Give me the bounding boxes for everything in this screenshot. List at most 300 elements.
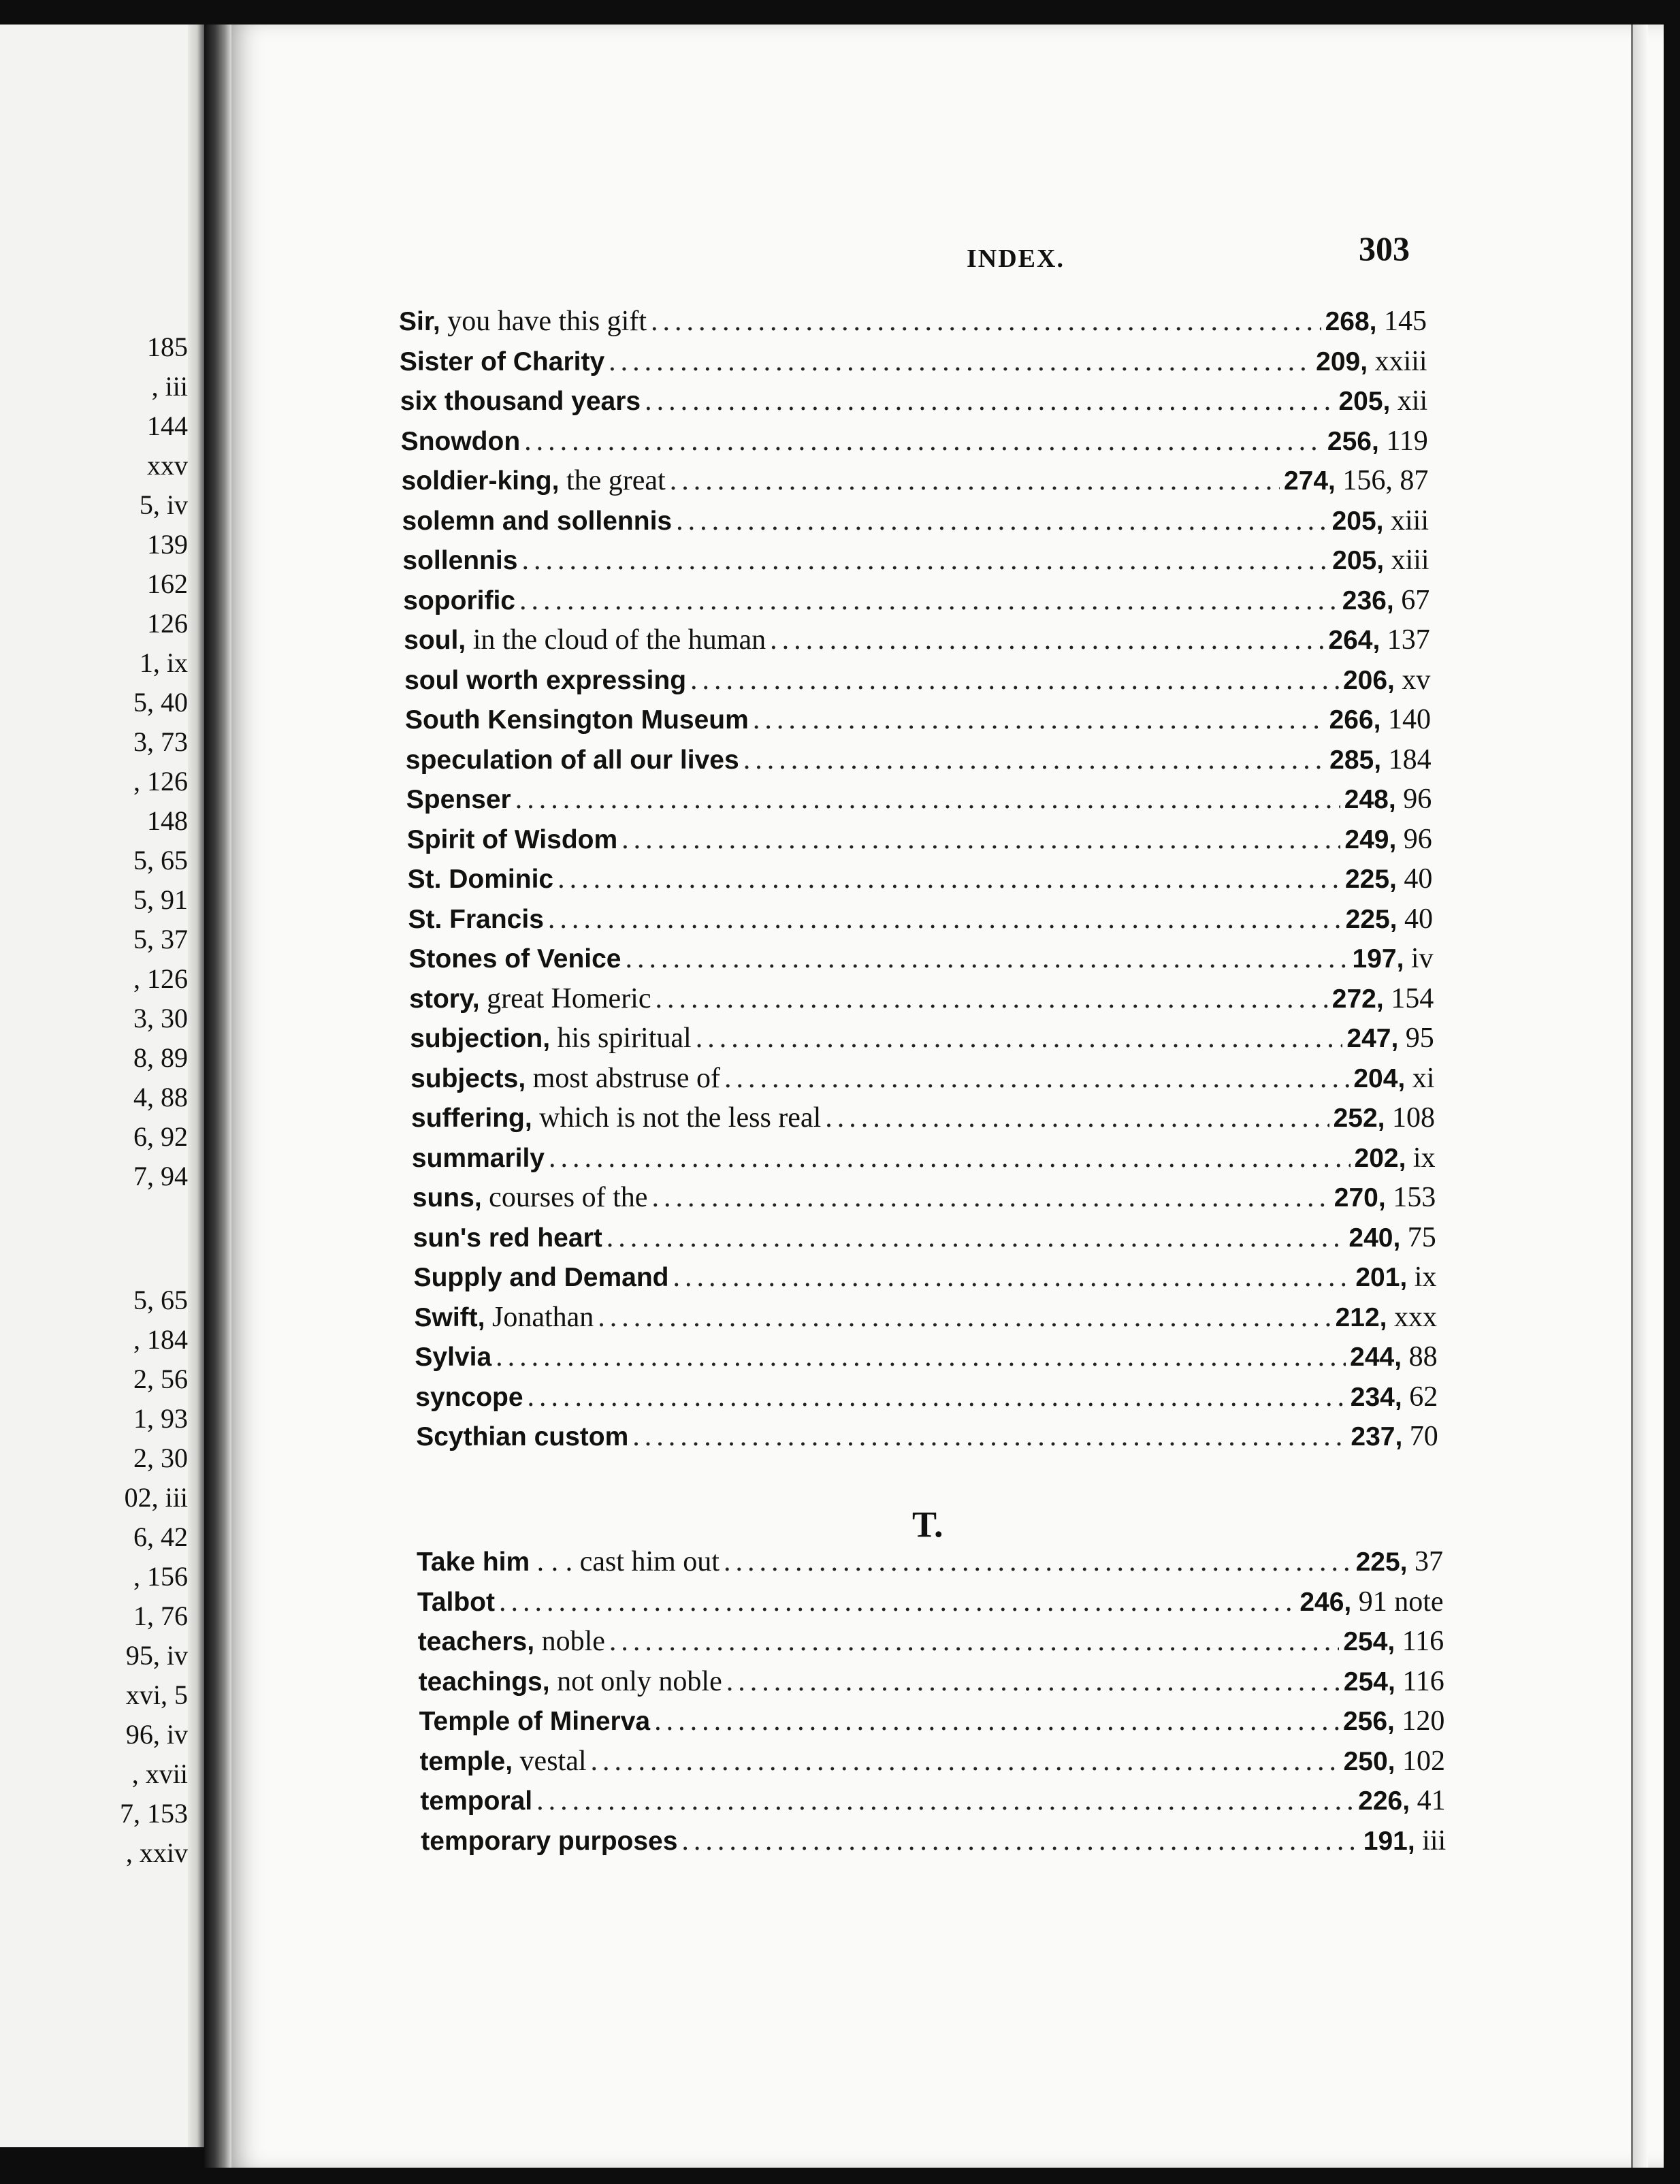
page-title: INDEX. [967, 244, 1065, 273]
index-entry [421, 1825, 1446, 1863]
index-entry-page-more: 137 [1380, 624, 1430, 656]
index-entry-term-main: speculation of all our lives [405, 745, 739, 775]
dot-leader [681, 1825, 1359, 1857]
left-page-fragment: 2, 30 [133, 1443, 188, 1473]
index-entry-page-more: ix [1407, 1262, 1437, 1293]
index-entry-term [410, 1062, 720, 1095]
left-page-fragment: , 126 [133, 963, 188, 994]
index-entry-page-main: 244, [1350, 1343, 1402, 1372]
index-entry-pages [1343, 1705, 1444, 1737]
index-entry-page-more: 119 [1378, 425, 1428, 457]
index-entry-term [400, 345, 604, 378]
dot-leader [536, 1784, 1354, 1817]
index-entry-page-more: iii [1415, 1825, 1447, 1857]
index-entry-term-qualifier: you have this gift [440, 306, 647, 337]
index-entry-term [407, 823, 617, 856]
index-entry-term-main: Temple of Minerva [419, 1707, 651, 1736]
left-page-fragment: 162 [147, 568, 188, 599]
dot-leader [519, 584, 1338, 617]
index-entry-term [416, 1420, 628, 1453]
index-entry-pages [1342, 584, 1429, 617]
index-entry-page-more: 37 [1407, 1546, 1443, 1577]
index-entry-term-main: Sister of Charity [399, 347, 605, 376]
index-entry-term-main: sollennis [402, 546, 518, 575]
index-entry-pages [1329, 743, 1431, 776]
index-entry-page-main: 256, [1342, 1707, 1395, 1736]
index-entry [413, 1181, 1436, 1219]
index-entry-term [415, 1301, 594, 1334]
index-entry [404, 624, 1430, 662]
index-entry-term-main: soldier-king, [401, 466, 560, 496]
index-entry-term-qualifier: noble [534, 1626, 605, 1657]
dot-leader [609, 1625, 1339, 1658]
dot-leader [825, 1102, 1329, 1134]
dot-leader [673, 1261, 1351, 1294]
index-entry-page-more: xxiii [1368, 345, 1427, 377]
index-entry-page-more: 62 [1402, 1381, 1438, 1413]
index-entry-page-more: 70 [1402, 1421, 1438, 1452]
section-heading-t: T. [912, 1504, 943, 1545]
index-entry-term-main: soul, [404, 626, 466, 655]
dot-leader [676, 504, 1327, 537]
left-page-fragment: 4, 88 [133, 1082, 188, 1112]
index-entry [410, 1062, 1434, 1100]
left-page-fragment: xvi, 5 [125, 1680, 188, 1710]
dot-leader [626, 942, 1348, 975]
index-entry-pages [1334, 1102, 1435, 1134]
index-entry-pages [1351, 1420, 1438, 1453]
left-page-fragment: 1, 76 [133, 1601, 188, 1631]
index-entry-pages [1332, 504, 1429, 537]
left-page-fragment: 139 [147, 529, 188, 560]
index-entry-term [403, 584, 515, 617]
index-entry-page-main: 285, [1329, 745, 1382, 775]
dot-leader [690, 664, 1339, 696]
index-entry-pages [1348, 1221, 1436, 1254]
dot-leader [607, 1221, 1345, 1254]
index-entry-term-qualifier: courses of the [481, 1182, 648, 1213]
index-entry-page-more: 156, 87 [1335, 465, 1429, 496]
index-entry-page-main: 240, [1348, 1223, 1401, 1253]
index-entry-term-main: Snowdon [400, 426, 521, 456]
left-page-fragment: , 156 [133, 1561, 188, 1592]
index-entry [420, 1745, 1446, 1783]
index-entry-pages [1332, 982, 1434, 1015]
index-entry-pages [1351, 1381, 1438, 1413]
index-entry-page-more: 41 [1410, 1785, 1446, 1816]
index-entry-term-qualifier: . . . cast him out [530, 1546, 720, 1577]
index-entry-page-main: 234, [1350, 1382, 1402, 1412]
index-entry [413, 1221, 1436, 1259]
index-entry-page-more: 40 [1397, 903, 1433, 935]
index-entry-term-main: syncope [415, 1382, 523, 1412]
index-entry-pages [1299, 1586, 1443, 1618]
dot-leader [724, 1062, 1349, 1095]
index-entry-pages [1353, 942, 1434, 975]
index-entry-page-main: 266, [1329, 705, 1381, 735]
index-entry-pages [1336, 1301, 1437, 1334]
index-entry-page-main: 249, [1344, 824, 1397, 854]
index-entry [406, 783, 1432, 821]
index-entry [408, 942, 1433, 980]
index-entry-term-qualifier: the great [559, 465, 666, 496]
left-page-fragment: , 126 [133, 766, 188, 797]
index-entry [411, 1102, 1435, 1140]
index-entry-page-more: 108 [1385, 1102, 1435, 1134]
dot-leader [770, 624, 1324, 656]
left-page-fragment: 5, 91 [133, 884, 188, 915]
index-entry-page-main: 264, [1328, 626, 1380, 655]
index-entry [406, 743, 1432, 782]
right-page-edge [1631, 25, 1648, 2168]
index-entry-term-main: Swift, [414, 1302, 485, 1332]
index-entry-page-more: xiii [1383, 504, 1429, 536]
index-entry [402, 464, 1429, 502]
dot-leader [743, 743, 1325, 776]
index-entry-term-main: teachers, [417, 1627, 535, 1656]
index-entry-page-more: 40 [1396, 863, 1433, 895]
index-entry-page-more: xxx [1387, 1301, 1437, 1333]
left-page-fragment: , 184 [133, 1324, 188, 1355]
index-entry-page-main: 250, [1343, 1746, 1395, 1776]
index-entry [415, 1340, 1437, 1379]
index-entry-pages [1344, 1665, 1444, 1698]
index-entry-term-main: St. Francis [408, 904, 544, 934]
index-entry-term [421, 1825, 677, 1857]
index-entry-term-main: Stones of Venice [408, 944, 621, 974]
index-entry-pages [1356, 1545, 1443, 1578]
index-entry-page-main: 197, [1352, 944, 1404, 974]
index-entry-term [409, 982, 651, 1015]
index-entry-page-more: xii [1390, 385, 1428, 417]
index-entry [419, 1665, 1444, 1703]
left-page-fragment: 3, 30 [133, 1003, 188, 1033]
index-entry-term-main: subjects, [410, 1063, 526, 1093]
left-page-fragment: 148 [147, 805, 188, 836]
index-entry-page-main: 268, [1325, 307, 1377, 336]
index-entry [414, 1261, 1437, 1299]
index-entry-term [405, 703, 749, 736]
index-entry-page-more: 116 [1395, 1665, 1444, 1697]
index-entry [415, 1301, 1438, 1339]
index-entry [415, 1381, 1438, 1419]
left-page-fragment: 5, 65 [133, 845, 188, 876]
index-entry-term-qualifier: which is not the less real [532, 1102, 822, 1134]
index-entry-term-main: Spenser [406, 785, 511, 814]
index-entry-term-main: South Kensington Museum [405, 705, 749, 735]
index-entry-page-main: 205, [1338, 387, 1391, 416]
index-entry [408, 903, 1434, 941]
dot-leader [524, 425, 1323, 457]
dot-leader [549, 1142, 1351, 1174]
index-entry-pages [1344, 783, 1432, 816]
index-entry-page-more: xv [1394, 664, 1431, 696]
index-entry-term [414, 1261, 669, 1294]
index-entry-page-more: 96 [1396, 823, 1432, 855]
index-entry-page-main: 226, [1358, 1786, 1410, 1816]
index-entry-page-main: 206, [1342, 665, 1395, 695]
index-entry-term [408, 903, 544, 935]
index-entry-term [411, 1102, 821, 1134]
index-entry-page-more: iv [1404, 943, 1434, 974]
index-entry-term-main: Sir, [399, 307, 440, 336]
index-entry-page-main: 256, [1327, 426, 1379, 456]
index-entry-pages [1284, 464, 1428, 497]
left-page-fragment: 95, iv [125, 1640, 188, 1671]
index-entry-page-main: 237, [1351, 1422, 1403, 1451]
index-entry-term-main: Supply and Demand [413, 1263, 669, 1292]
running-head [221, 229, 1664, 273]
index-entry-term [415, 1340, 491, 1373]
left-page-fragment: 5, iv [139, 489, 188, 520]
dot-leader [632, 1420, 1346, 1453]
index-entry-term [410, 1022, 692, 1055]
index-entry-term [406, 783, 511, 816]
index-entry-page-main: 225, [1345, 904, 1398, 934]
index-entry-page-more: 140 [1380, 704, 1431, 735]
index-entry-page-main: 252, [1333, 1104, 1385, 1133]
index-entry-term-main: story, [409, 984, 480, 1014]
index-entry-page-main: 254, [1343, 1667, 1395, 1697]
index-entry-term [415, 1381, 523, 1413]
index-entry-term-qualifier: in the cloud of the human [466, 624, 766, 656]
index-entry-pages [1328, 624, 1429, 656]
dot-leader [645, 385, 1334, 417]
index-entry-page-more: xi [1405, 1062, 1435, 1094]
index-entry [420, 1784, 1445, 1822]
index-entry-page-main: 204, [1353, 1063, 1406, 1093]
index-entry-page-more: 120 [1394, 1705, 1445, 1737]
left-page-fragment: 96, iv [125, 1719, 188, 1750]
left-page-fragment: 5, 37 [133, 924, 188, 954]
index-entry-page-main: 205, [1331, 506, 1384, 536]
index-entry-page-main: 225, [1355, 1547, 1408, 1577]
dot-leader [521, 544, 1328, 577]
dot-leader [598, 1301, 1331, 1334]
index-entry-term-qualifier: his spiritual [550, 1023, 692, 1054]
index-entry-term [399, 305, 647, 338]
index-entry-term [420, 1745, 587, 1778]
index-entry-page-more: 88 [1402, 1341, 1438, 1372]
index-entry-page-more: 153 [1385, 1182, 1436, 1213]
index-entry-term [413, 1221, 602, 1254]
index-entry [403, 584, 1429, 622]
index-entry [410, 1022, 1434, 1060]
index-entry-page-main: 225, [1344, 865, 1397, 894]
index-entry-pages [1343, 664, 1430, 696]
index-entry-page-more: 102 [1395, 1745, 1445, 1777]
dot-leader [609, 345, 1312, 378]
index-entry-term-main: temple, [419, 1746, 513, 1776]
index-entry-page-more: xiii [1384, 545, 1429, 576]
dot-leader [651, 1181, 1329, 1214]
index-entry-page-main: 274, [1283, 466, 1336, 496]
index-entry [400, 385, 1427, 423]
left-page-fragment: 3, 73 [133, 726, 188, 757]
index-entry-pages [1343, 1625, 1444, 1658]
index-entry-term-main: Talbot [417, 1587, 495, 1617]
index-entry-term [418, 1625, 605, 1658]
index-entry-pages [1346, 903, 1433, 935]
left-page-fragment: 2, 56 [133, 1364, 188, 1394]
index-entry [402, 544, 1429, 582]
dot-leader [753, 703, 1325, 736]
index-entry-term-qualifier: vestal [513, 1745, 587, 1777]
index-entry-page-main: 254, [1343, 1627, 1395, 1656]
dot-leader [726, 1665, 1340, 1698]
index-entry-term-main: Sylvia [415, 1343, 492, 1372]
index-entry [399, 305, 1427, 343]
index-entry-pages [1338, 385, 1427, 417]
index-entry-term-main: suns, [412, 1183, 482, 1213]
index-entry [402, 504, 1429, 543]
index-entry-pages [1346, 1022, 1434, 1055]
dot-leader [654, 1705, 1339, 1737]
index-entry-term-main: teachings, [418, 1667, 550, 1697]
index-entry-term [420, 1784, 532, 1817]
index-entry-term-main: suffering, [411, 1104, 532, 1133]
index-entry-page-more: 154 [1383, 982, 1434, 1014]
index-entry-term [419, 1705, 651, 1737]
index-entry-term-main: soporific [403, 585, 515, 615]
index-entry-term-main: temporal [420, 1786, 533, 1816]
index-entry-page-main: 248, [1344, 785, 1396, 814]
left-page-fragment: 7, 94 [133, 1161, 188, 1191]
index-entry [419, 1705, 1445, 1743]
left-page-fragment: 1, 93 [133, 1403, 188, 1434]
index-entry-page-main: 209, [1316, 347, 1368, 376]
index-entry [405, 703, 1431, 741]
dot-leader [496, 1340, 1346, 1373]
dot-leader [724, 1545, 1352, 1578]
index-entry-term [417, 1545, 720, 1578]
index-entry-pages [1363, 1825, 1446, 1857]
index-entry-term-main: summarily [411, 1143, 545, 1173]
index-entry-term [412, 1142, 545, 1174]
index-entry-page-more: 91 note [1351, 1586, 1444, 1618]
left-page-fragment: 1, ix [139, 647, 188, 678]
index-entry-term [402, 464, 666, 497]
index-entry-page-main: 246, [1299, 1587, 1352, 1617]
index-entry [409, 982, 1434, 1021]
index-entry-pages [1329, 703, 1431, 736]
right-page [221, 25, 1664, 2168]
index-entry-pages [1355, 1142, 1436, 1174]
left-page-fragment: 5, 65 [133, 1285, 188, 1315]
index-entry-term-main: six thousand years [400, 387, 641, 416]
left-page-fragment: 5, 40 [133, 687, 188, 718]
index-entry-term-qualifier: most abstruse of [526, 1062, 720, 1094]
index-entry-term-main: Scythian custom [416, 1422, 629, 1451]
index-entry-page-main: 272, [1331, 984, 1384, 1014]
index-entry [404, 664, 1430, 702]
index-entry-term-main: sun's red heart [413, 1223, 602, 1253]
index-entry-pages [1344, 1745, 1445, 1778]
index-entry-term [404, 624, 766, 656]
left-page [0, 25, 197, 2147]
index-entry [400, 345, 1427, 383]
index-entry [417, 1586, 1444, 1624]
index-entry-term [408, 863, 554, 895]
left-page-fragment: 144 [147, 411, 188, 441]
dot-leader [621, 823, 1340, 856]
index-entry [417, 1545, 1443, 1584]
index-entry-page-more: 184 [1381, 743, 1432, 775]
index-entry-term [408, 942, 621, 975]
index-entry-pages [1334, 1181, 1436, 1214]
index-entry-term-main: Take him [417, 1547, 530, 1577]
index-entry-page-more: 116 [1395, 1626, 1444, 1657]
left-page-fragment: , xxiv [125, 1837, 188, 1868]
index-entry-term [402, 504, 673, 537]
index-entry-term-qualifier: Jonathan [485, 1301, 594, 1333]
index-entry-page-more: 145 [1376, 306, 1427, 337]
dot-leader [651, 305, 1321, 338]
left-page-fragment: , xvii [131, 1759, 188, 1789]
left-page-fragment: 185 [147, 332, 188, 362]
left-page-fragment: 7, 153 [120, 1798, 188, 1829]
index-entry-page-main: 247, [1346, 1024, 1399, 1053]
dot-leader [528, 1381, 1346, 1413]
index-entry [408, 863, 1433, 901]
index-entry-pages [1355, 1261, 1436, 1294]
index-entry-pages [1350, 1340, 1437, 1373]
index-entry-term [400, 385, 641, 417]
index-entry-page-main: 212, [1335, 1302, 1387, 1332]
index-entry-page-more: 96 [1395, 784, 1432, 815]
page-number: 303 [1359, 229, 1410, 268]
dot-leader [591, 1745, 1340, 1778]
left-page-fragment: xxv [147, 450, 188, 481]
index-entry-pages [1325, 305, 1427, 338]
dot-leader [696, 1022, 1343, 1055]
dot-leader [656, 982, 1328, 1015]
index-entry-page-main: 202, [1354, 1143, 1406, 1173]
dot-leader [558, 863, 1341, 895]
left-page-fragment: 6, 42 [133, 1522, 188, 1552]
index-entry-pages [1327, 425, 1428, 457]
index-entry-page-more: 67 [1393, 584, 1430, 616]
index-entry-pages [1345, 863, 1432, 895]
left-page-fragment: , iii [151, 371, 188, 402]
left-page-fragment: 126 [147, 608, 188, 639]
index-entry-page-main: 270, [1334, 1183, 1386, 1213]
index-entry-term [401, 425, 520, 457]
left-page-fragment: 02, iii [124, 1482, 188, 1513]
index-entry-term-main: temporary purposes [421, 1826, 678, 1856]
left-page-fragment: 6, 92 [133, 1121, 188, 1152]
index-entry-pages [1353, 1062, 1434, 1095]
left-page-fragment: 8, 89 [133, 1042, 188, 1073]
index-entry-page-main: 205, [1332, 546, 1385, 575]
index-entry [412, 1142, 1436, 1180]
index-entry-page-main: 236, [1342, 585, 1394, 615]
index-entry-pages [1316, 345, 1427, 378]
index-entry-page-more: ix [1406, 1142, 1436, 1174]
index-entry-page-more: 95 [1398, 1023, 1434, 1054]
index-entry [416, 1420, 1438, 1458]
index-entry-term [406, 743, 739, 776]
index-entry-term-main: soul worth expressing [404, 665, 687, 695]
dot-leader [670, 464, 1280, 497]
index-entry [407, 823, 1432, 861]
index-entry-term-main: subjection, [410, 1024, 551, 1053]
index-entry-pages [1344, 823, 1432, 856]
index-entry-page-main: 191, [1363, 1826, 1415, 1856]
index-entry-term [402, 544, 517, 577]
index-entry-term-main: St. Dominic [407, 865, 554, 894]
book-spine-shadow [204, 25, 231, 2168]
